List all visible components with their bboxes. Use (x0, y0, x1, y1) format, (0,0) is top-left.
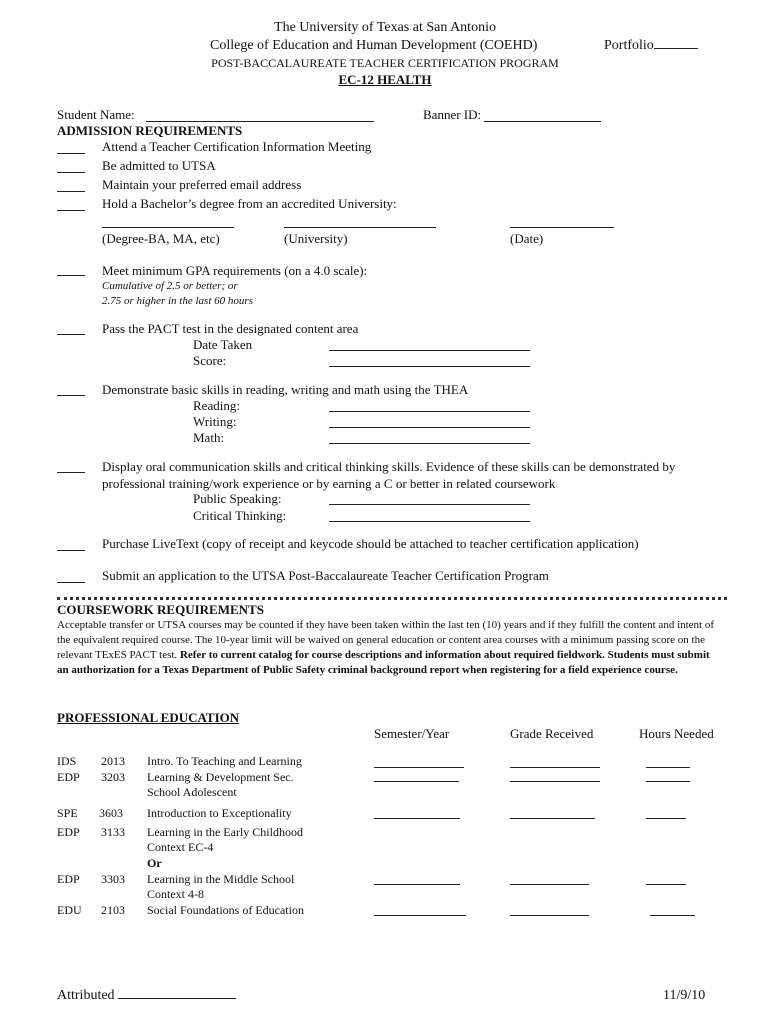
document-date: 11/9/10 (663, 988, 706, 1003)
grade-field[interactable] (510, 915, 589, 916)
hours-field[interactable] (646, 767, 690, 768)
program-subtitle: EC-12 HEALTH (338, 72, 432, 87)
gpa-note: 2.75 or higher in the last 60 hours (102, 295, 253, 307)
livetext-requirement: Purchase LiveText (copy of receipt and keycode should be attached to teacher certification application) (102, 536, 639, 551)
pact-score-field[interactable] (329, 366, 530, 367)
checkbox-blank[interactable] (57, 172, 85, 173)
coursework-description: Acceptable transfer or UTSA courses may be counted if they have been taken within the last ten (10) years and if they fulfill the content and intent of the equivalent required course. The 10-year limit will be waived on general education or content area courses with a minimum passing score on the relevant TExES PACT test. Refer to current catalog for course descriptions and information about required fieldwork. Students must submit an authorization for a Texas Department of Public Safety criminal background report when registering for a field experience course. (57, 619, 715, 676)
hours-field[interactable] (650, 915, 695, 916)
course-number: 3203 (101, 770, 125, 784)
student-name-field[interactable] (146, 121, 374, 122)
attributed-label: Attributed (57, 988, 236, 1004)
oral-requirement: Display oral communication skills and critical thinking skills. Evidence of these skills can be demonstrated by professional training/work experience or by earning a C or better in related coursework (102, 459, 676, 491)
checkbox-blank[interactable] (57, 210, 85, 211)
course-number: 3603 (99, 806, 123, 820)
section-divider (57, 597, 727, 600)
course-title: School Adolescent (147, 785, 237, 799)
admission-item: Attend a Teacher Certification Information Meeting (102, 139, 372, 154)
course-title: Learning in the Middle School (147, 872, 295, 886)
gpa-note: Cumulative of 2.5 or better; or (102, 280, 238, 292)
column-hours: Hours Needed (639, 726, 714, 741)
coursework-heading: COURSEWORK REQUIREMENTS (57, 602, 264, 617)
portfolio-label: Portfolio (604, 38, 698, 54)
course-title: Introduction to Exceptionality (147, 806, 292, 820)
grade-field[interactable] (510, 781, 600, 782)
checkbox-blank[interactable] (57, 334, 85, 335)
checkbox-blank[interactable] (57, 191, 85, 192)
course-title: Learning in the Early Childhood (147, 825, 303, 839)
date-field[interactable] (510, 227, 614, 228)
program-title: POST-BACCALAUREATE TEACHER CERTIFICATION PROGRAM (211, 56, 559, 70)
course-title: Social Foundations of Education (147, 903, 304, 917)
admission-item: Hold a Bachelor’s degree from an accredited University: (102, 196, 397, 211)
course-dept: EDU (57, 903, 82, 917)
thea-math-label: Math: (193, 430, 225, 445)
pact-date-field[interactable] (329, 350, 530, 351)
hours-field[interactable] (646, 884, 686, 885)
thea-math-field[interactable] (329, 443, 530, 444)
application-requirement: Submit an application to the UTSA Post-Baccalaureate Teacher Certification Program (102, 568, 549, 583)
student-name-label: Student Name: (57, 107, 135, 122)
admission-item: Maintain your preferred email address (102, 177, 302, 192)
column-grade: Grade Received (510, 726, 594, 741)
course-title: Intro. To Teaching and Learning (147, 754, 302, 768)
checkbox-blank[interactable] (57, 275, 85, 276)
admission-item: Be admitted to UTSA (102, 158, 216, 173)
course-dept: EDP (57, 770, 80, 784)
hours-field[interactable] (646, 781, 690, 782)
checkbox-blank[interactable] (57, 153, 85, 154)
attributed-blank[interactable] (118, 998, 236, 999)
course-or: Or (147, 856, 162, 870)
gpa-requirement: Meet minimum GPA requirements (on a 4.0 scale): (102, 263, 368, 278)
thea-writing-label: Writing: (193, 414, 237, 429)
course-number: 3133 (101, 825, 125, 839)
pact-requirement: Pass the PACT test in the designated content area (102, 321, 359, 336)
critical-thinking-label: Critical Thinking: (193, 508, 287, 523)
admission-heading: ADMISSION REQUIREMENTS (57, 123, 243, 138)
thea-requirement: Demonstrate basic skills in reading, writing and math using the THEA (102, 382, 469, 397)
public-speaking-label: Public Speaking: (193, 491, 282, 506)
semester-field[interactable] (374, 781, 459, 782)
pact-date-label: Date Taken (193, 337, 253, 352)
course-dept: IDS (57, 754, 77, 768)
university-field[interactable] (284, 227, 436, 228)
course-number: 3303 (101, 872, 125, 886)
university-label: (University) (284, 231, 348, 246)
thea-reading-field[interactable] (329, 411, 530, 412)
course-dept: SPE (57, 806, 78, 820)
thea-reading-label: Reading: (193, 398, 240, 413)
course-dept: EDP (57, 825, 80, 839)
grade-field[interactable] (510, 884, 589, 885)
banner-id-label: Banner ID: (423, 107, 482, 122)
date-label: (Date) (510, 231, 544, 246)
course-number: 2013 (101, 754, 125, 768)
degree-field[interactable] (102, 227, 234, 228)
checkbox-blank[interactable] (57, 582, 85, 583)
university-name: The University of Texas at San Antonio (274, 20, 496, 35)
checkbox-blank[interactable] (57, 550, 85, 551)
course-title: Context EC-4 (147, 840, 214, 854)
checkbox-blank[interactable] (57, 395, 85, 396)
pact-score-label: Score: (193, 353, 227, 368)
public-speaking-field[interactable] (329, 504, 530, 505)
banner-id-field[interactable] (484, 121, 601, 122)
course-title: Learning & Development Sec. (147, 770, 294, 784)
course-title: Context 4-8 (147, 887, 204, 901)
grade-field[interactable] (510, 818, 595, 819)
professional-heading: PROFESSIONAL EDUCATION (57, 710, 240, 725)
degree-label: (Degree-BA, MA, etc) (102, 231, 220, 246)
college-name: College of Education and Human Development (COEHD) (210, 38, 538, 53)
course-dept: EDP (57, 872, 80, 886)
hours-field[interactable] (646, 818, 686, 819)
thea-writing-field[interactable] (329, 427, 530, 428)
semester-field[interactable] (374, 884, 460, 885)
portfolio-blank[interactable] (654, 48, 698, 49)
course-number: 2103 (101, 903, 125, 917)
semester-field[interactable] (374, 915, 466, 916)
critical-thinking-field[interactable] (329, 521, 530, 522)
checkbox-blank[interactable] (57, 472, 85, 473)
column-semester: Semester/Year (374, 726, 450, 741)
semester-field[interactable] (374, 767, 464, 768)
grade-field[interactable] (510, 767, 600, 768)
semester-field[interactable] (374, 818, 460, 819)
